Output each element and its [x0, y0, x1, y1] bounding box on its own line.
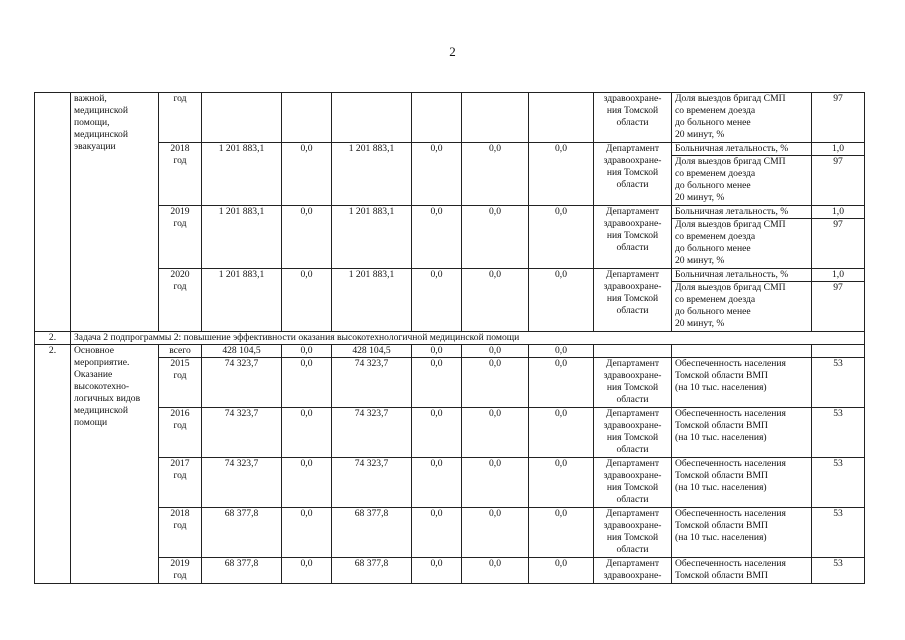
measure-name: Основное мероприятие. Оказание высокотехно- логичных видов медицинской помощи: [71, 345, 159, 584]
year-cell: 2018 год: [159, 508, 202, 558]
table-row: [35, 269, 865, 282]
municipal-cell: 0,0: [412, 345, 462, 358]
municipal-cell: 0,0: [412, 558, 462, 584]
tfoms-cell: 0,0: [462, 143, 529, 206]
regional-cell: 68 377,8: [332, 508, 412, 558]
regional-cell: 68 377,8: [332, 558, 412, 584]
indicator-name: Обеспеченность населения Томской области ВМП (на 10 тыс. населения): [672, 408, 812, 458]
indicator-value: 53: [812, 408, 865, 458]
tfoms-cell: 0,0: [462, 345, 529, 358]
municipal-cell: 0,0: [412, 358, 462, 408]
regional-cell: 74 323,7: [332, 408, 412, 458]
table-row: [35, 143, 865, 156]
tfoms-cell: 0,0: [462, 408, 529, 458]
federal-cell: 0,0: [282, 458, 332, 508]
department-cell: Департамент здравоохране-: [594, 558, 672, 584]
federal-cell: 0,0: [282, 206, 332, 269]
indicator-value: 1,0: [812, 206, 865, 219]
table-body: [35, 93, 865, 584]
table-row: [35, 358, 865, 408]
extra-cell: 0,0: [529, 206, 594, 269]
indicator-value: 97: [812, 156, 865, 206]
year-cell: 2018 год: [159, 143, 202, 206]
indicator-value: 53: [812, 358, 865, 408]
indicator-name: Обеспеченность населения Томской области ВМП: [672, 558, 812, 584]
tfoms-cell: 0,0: [462, 508, 529, 558]
regional-cell: 1 201 883,1: [332, 143, 412, 206]
table-row: [35, 345, 865, 358]
department-cell: Департамент здравоохране- ния Томской области: [594, 143, 672, 206]
tfoms-cell: 0,0: [462, 558, 529, 584]
tfoms-cell: [462, 93, 529, 143]
table-row: [35, 93, 865, 143]
department-cell: здравоохране- ния Томской области: [594, 93, 672, 143]
total-cell: 428 104,5: [202, 345, 282, 358]
federal-cell: 0,0: [282, 345, 332, 358]
extra-cell: [529, 93, 594, 143]
indicator-name: Доля выездов бригад СМП со временем доезда до больного менее 20 минут, %: [672, 282, 812, 332]
total-cell: 74 323,7: [202, 458, 282, 508]
indicator-value: 53: [812, 558, 865, 584]
total-cell: [202, 93, 282, 143]
total-cell: 68 377,8: [202, 558, 282, 584]
year-cell: всего: [159, 345, 202, 358]
year-cell: 2019 год: [159, 558, 202, 584]
total-cell: 74 323,7: [202, 358, 282, 408]
department-cell: Департамент здравоохране- ния Томской области: [594, 458, 672, 508]
measure-number: 2.: [35, 345, 71, 584]
total-cell: 74 323,7: [202, 408, 282, 458]
federal-cell: 0,0: [282, 269, 332, 332]
federal-cell: [282, 93, 332, 143]
extra-cell: 0,0: [529, 358, 594, 408]
federal-cell: 0,0: [282, 408, 332, 458]
year-cell: 2019 год: [159, 206, 202, 269]
regional-cell: 1 201 883,1: [332, 269, 412, 332]
regional-cell: [332, 93, 412, 143]
extra-cell: 0,0: [529, 408, 594, 458]
program-table: [34, 92, 865, 584]
department-cell: Департамент здравоохране- ния Томской области: [594, 269, 672, 332]
indicator-name: Доля выездов бригад СМП со временем доезда до больного менее 20 минут, %: [672, 93, 812, 143]
year-cell: 2020 год: [159, 269, 202, 332]
indicator-value: 53: [812, 508, 865, 558]
municipal-cell: 0,0: [412, 508, 462, 558]
federal-cell: 0,0: [282, 508, 332, 558]
department-cell: Департамент здравоохране- ния Томской области: [594, 358, 672, 408]
indicator-name: Обеспеченность населения Томской области ВМП (на 10 тыс. населения): [672, 458, 812, 508]
federal-cell: 0,0: [282, 358, 332, 408]
regional-cell: 74 323,7: [332, 358, 412, 408]
indicator-name: Доля выездов бригад СМП со временем доезда до больного менее 20 минут, %: [672, 156, 812, 206]
table-row: [35, 332, 865, 345]
department-cell: [594, 345, 672, 358]
tfoms-cell: 0,0: [462, 358, 529, 408]
table-row: [35, 508, 865, 558]
indicator-value: 1,0: [812, 143, 865, 156]
year-cell: 2015 год: [159, 358, 202, 408]
federal-cell: 0,0: [282, 558, 332, 584]
task-title: Задача 2 подпрограммы 2: повышение эффективности оказания высокотехнологичной медицинской помощи: [71, 332, 865, 345]
federal-cell: 0,0: [282, 143, 332, 206]
indicator-value: 97: [812, 219, 865, 269]
total-cell: 1 201 883,1: [202, 206, 282, 269]
municipal-cell: [412, 93, 462, 143]
table-row: [35, 458, 865, 508]
indicator-name: Больничная летальность, %: [672, 143, 812, 156]
extra-cell: 0,0: [529, 269, 594, 332]
total-cell: 1 201 883,1: [202, 269, 282, 332]
tfoms-cell: 0,0: [462, 206, 529, 269]
municipal-cell: 0,0: [412, 206, 462, 269]
extra-cell: 0,0: [529, 345, 594, 358]
tfoms-cell: 0,0: [462, 458, 529, 508]
indicator-name: Обеспеченность населения Томской области ВМП (на 10 тыс. населения): [672, 358, 812, 408]
municipal-cell: 0,0: [412, 269, 462, 332]
year-cell: 2017 год: [159, 458, 202, 508]
department-cell: Департамент здравоохране- ния Томской области: [594, 508, 672, 558]
number-cell: [35, 93, 71, 332]
department-cell: Департамент здравоохране- ния Томской области: [594, 206, 672, 269]
indicator-name: Доля выездов бригад СМП со временем доезда до больного менее 20 минут, %: [672, 219, 812, 269]
indicator-value: 53: [812, 458, 865, 508]
indicator-value: [812, 345, 865, 358]
measure-name: важной, медицинской помощи, медицинской эвакуации: [71, 93, 159, 332]
extra-cell: 0,0: [529, 558, 594, 584]
year-cell: год: [159, 93, 202, 143]
year-cell: 2016 год: [159, 408, 202, 458]
total-cell: 68 377,8: [202, 508, 282, 558]
indicator-value: 97: [812, 282, 865, 332]
indicator-name: [672, 345, 812, 358]
municipal-cell: 0,0: [412, 458, 462, 508]
total-cell: 1 201 883,1: [202, 143, 282, 206]
indicator-name: Больничная летальность, %: [672, 269, 812, 282]
task-number: 2.: [35, 332, 71, 345]
extra-cell: 0,0: [529, 143, 594, 206]
indicator-value: 1,0: [812, 269, 865, 282]
regional-cell: 74 323,7: [332, 458, 412, 508]
municipal-cell: 0,0: [412, 408, 462, 458]
indicator-value: 97: [812, 93, 865, 143]
regional-cell: 1 201 883,1: [332, 206, 412, 269]
extra-cell: 0,0: [529, 508, 594, 558]
page-number: 2: [449, 44, 456, 59]
table-row: [35, 408, 865, 458]
regional-cell: 428 104,5: [332, 345, 412, 358]
indicator-name: Обеспеченность населения Томской области ВМП (на 10 тыс. населения): [672, 508, 812, 558]
extra-cell: 0,0: [529, 458, 594, 508]
department-cell: Департамент здравоохране- ния Томской области: [594, 408, 672, 458]
table-row: [35, 206, 865, 219]
table-row: [35, 558, 865, 584]
municipal-cell: 0,0: [412, 143, 462, 206]
tfoms-cell: 0,0: [462, 269, 529, 332]
indicator-name: Больничная летальность, %: [672, 206, 812, 219]
